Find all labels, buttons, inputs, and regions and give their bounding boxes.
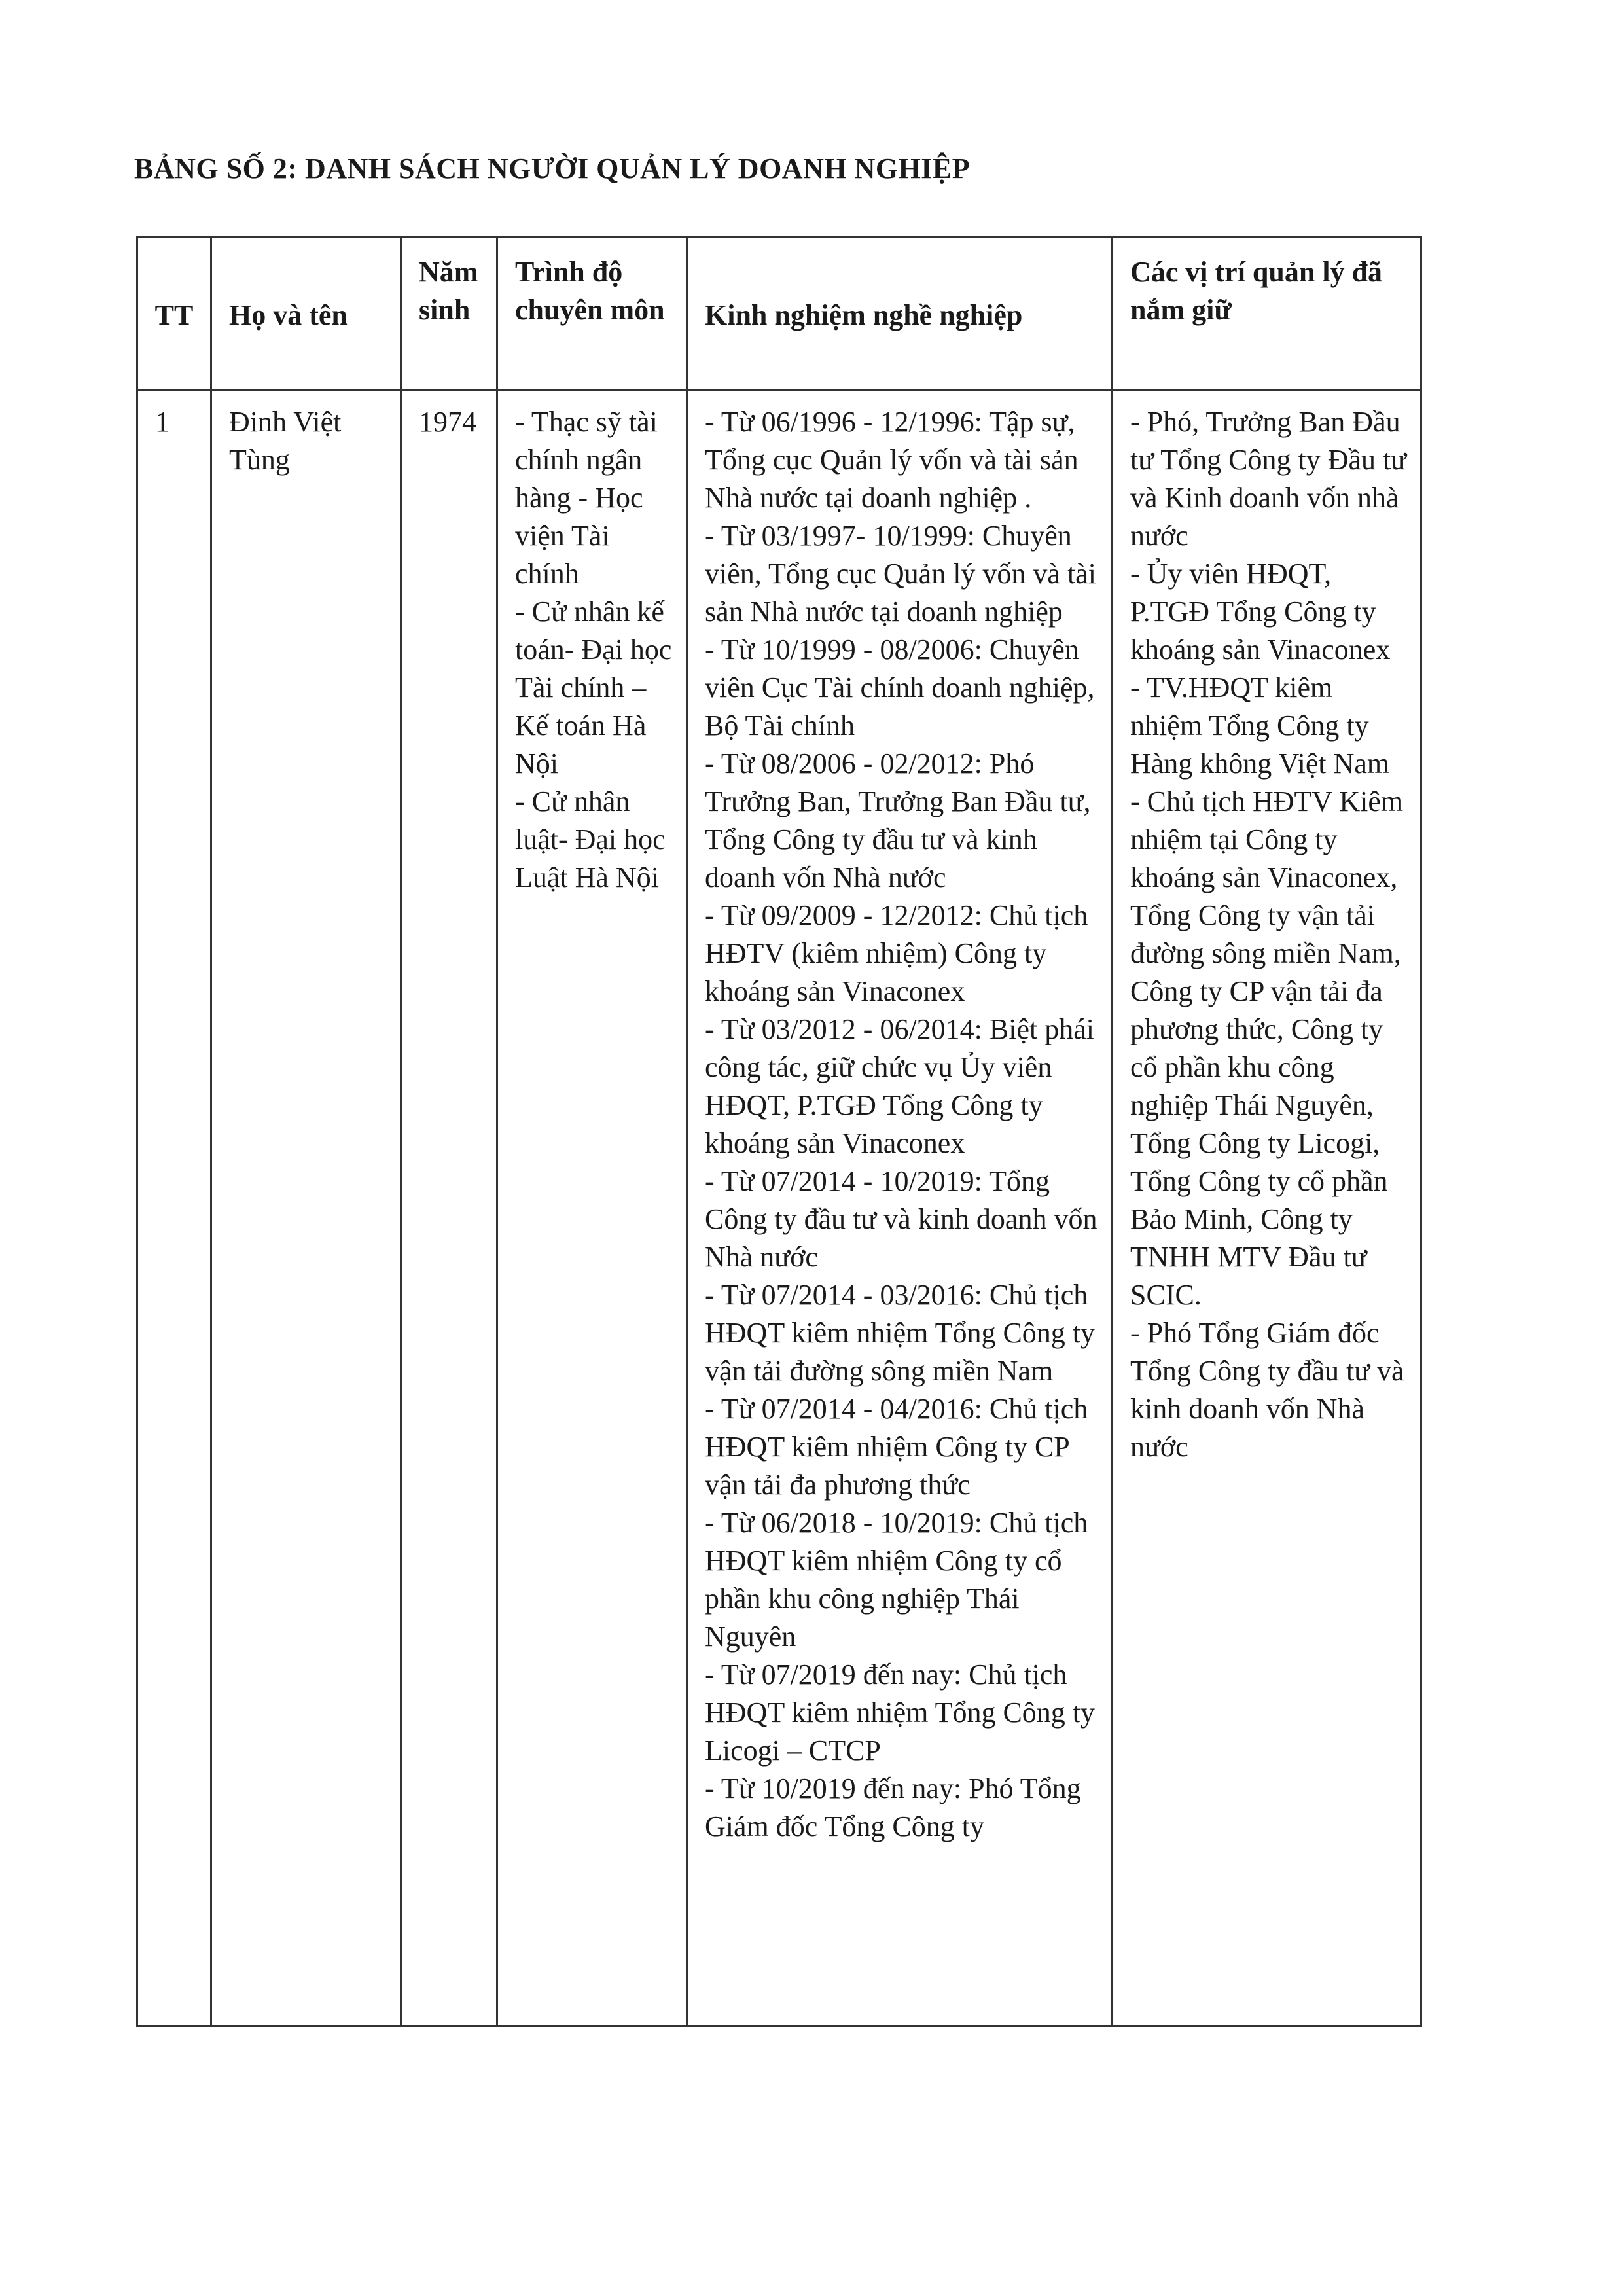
experience-item: - Từ 10/2019 đến nay: Phó Tổng Giám đốc Tổng Công ty (705, 1772, 1081, 1842)
header-tt: TT (137, 237, 211, 391)
experience-item: - Từ 07/2014 - 04/2016: Chủ tịch HĐQT kiêm nhiệm Công ty CP vận tải đa phương thức (705, 1393, 1088, 1501)
qualification-item: - Cử nhân kế toán- Đại học Tài chính –Kế toán Hà Nội (515, 596, 672, 780)
cell-name: Đinh Việt Tùng (211, 391, 401, 2026)
position-item: - Ủy viên HĐQT, P.TGĐ Tổng Công ty khoáng sản Vinaconex (1130, 558, 1391, 666)
qualification-item: - Thạc sỹ tài chính ngân hàng - Học viện Tài chính (515, 406, 658, 590)
experience-item: - Từ 09/2009 - 12/2012: Chủ tịch HĐTV (kiêm nhiệm) Công ty khoáng sản Vinaconex (705, 899, 1088, 1007)
table-header-row (137, 237, 1421, 391)
header-positions: Các vị trí quản lý đã nắm giữ (1113, 237, 1421, 391)
header-name: Họ và tên (211, 237, 401, 391)
experience-item: - Từ 03/1997- 10/1999: Chuyên viên, Tổng cục Quản lý vốn và tài sản Nhà nước tại doanh nghiệp (705, 520, 1096, 628)
experience-item: - Từ 06/1996 - 12/1996: Tập sự, Tổng cục Quản lý vốn và tài sản Nhà nước tại doanh nghiệp . (705, 406, 1079, 514)
header-birth-year: Năm sinh (401, 237, 497, 391)
experience-item: - Từ 03/2012 - 06/2014: Biệt phái công tác, giữ chức vụ Ủy viên HĐQT, P.TGĐ Tổng Công ty khoáng sản Vinaconex (705, 1013, 1094, 1159)
position-item: - Phó Tổng Giám đốc Tổng Công ty đầu tư và kinh doanh vốn Nhà nước (1130, 1317, 1404, 1463)
cell-tt: 1 (137, 391, 211, 2026)
experience-item: - Từ 07/2014 - 03/2016: Chủ tịch HĐQT kiêm nhiệm Tổng Công ty vận tải đường sông miền Nam (705, 1279, 1096, 1387)
cell-birth-year: 1974 (401, 391, 497, 2026)
experience-item: - Từ 06/2018 - 10/2019: Chủ tịch HĐQT kiêm nhiệm Công ty cổ phần khu công nghiệp Thái Nguyên (705, 1507, 1088, 1653)
experience-item: - Từ 07/2019 đến nay: Chủ tịch HĐQT kiêm nhiệm Tổng Công ty Licogi – CTCP (705, 1659, 1096, 1767)
cell-experience (687, 391, 1113, 2026)
position-item: - Chủ tịch HĐTV Kiêm nhiệm tại Công ty khoáng sản Vinaconex, Tổng Công ty vận tải đường sông miền Nam, Công ty CP vận tải đa phương thức, Công ty cổ phần khu công nghiệp Thái Nguyên, Tổng Công ty Licogi, Tổng Công ty cổ phần Bảo Minh, Công ty TNHH MTV Đầu tư SCIC. (1130, 785, 1404, 1311)
experience-item: - Từ 08/2006 - 02/2012: Phó Trưởng Ban, Trưởng Ban Đầu tư, Tổng Công ty đầu tư và kinh doanh vốn Nhà nước (705, 747, 1091, 893)
qualification-item: - Cử nhân luật- Đại học Luật Hà Nội (515, 785, 666, 893)
experience-item: - Từ 07/2014 - 10/2019: Tổng Công ty đầu tư và kinh doanh vốn Nhà nước (705, 1165, 1097, 1273)
header-experience: Kinh nghiệm nghề nghiệp (687, 237, 1113, 391)
cell-positions (1113, 391, 1421, 2026)
cell-qualification (497, 391, 687, 2026)
header-qualification: Trình độ chuyên môn (497, 237, 687, 391)
managers-table (136, 236, 1422, 2027)
experience-item: - Từ 10/1999 - 08/2006: Chuyên viên Cục Tài chính doanh nghiệp, Bộ Tài chính (705, 634, 1095, 742)
table-row (137, 391, 1421, 2026)
document-title: BẢNG SỐ 2: DANH SÁCH NGƯỜI QUẢN LÝ DOANH NGHIỆP (134, 152, 971, 185)
position-item: - TV.HĐQT kiêm nhiệm Tổng Công ty Hàng không Việt Nam (1130, 672, 1390, 780)
position-item: - Phó, Trưởng Ban Đầu tư Tổng Công ty Đầu tư và Kinh doanh vốn nhà nước (1130, 406, 1407, 552)
